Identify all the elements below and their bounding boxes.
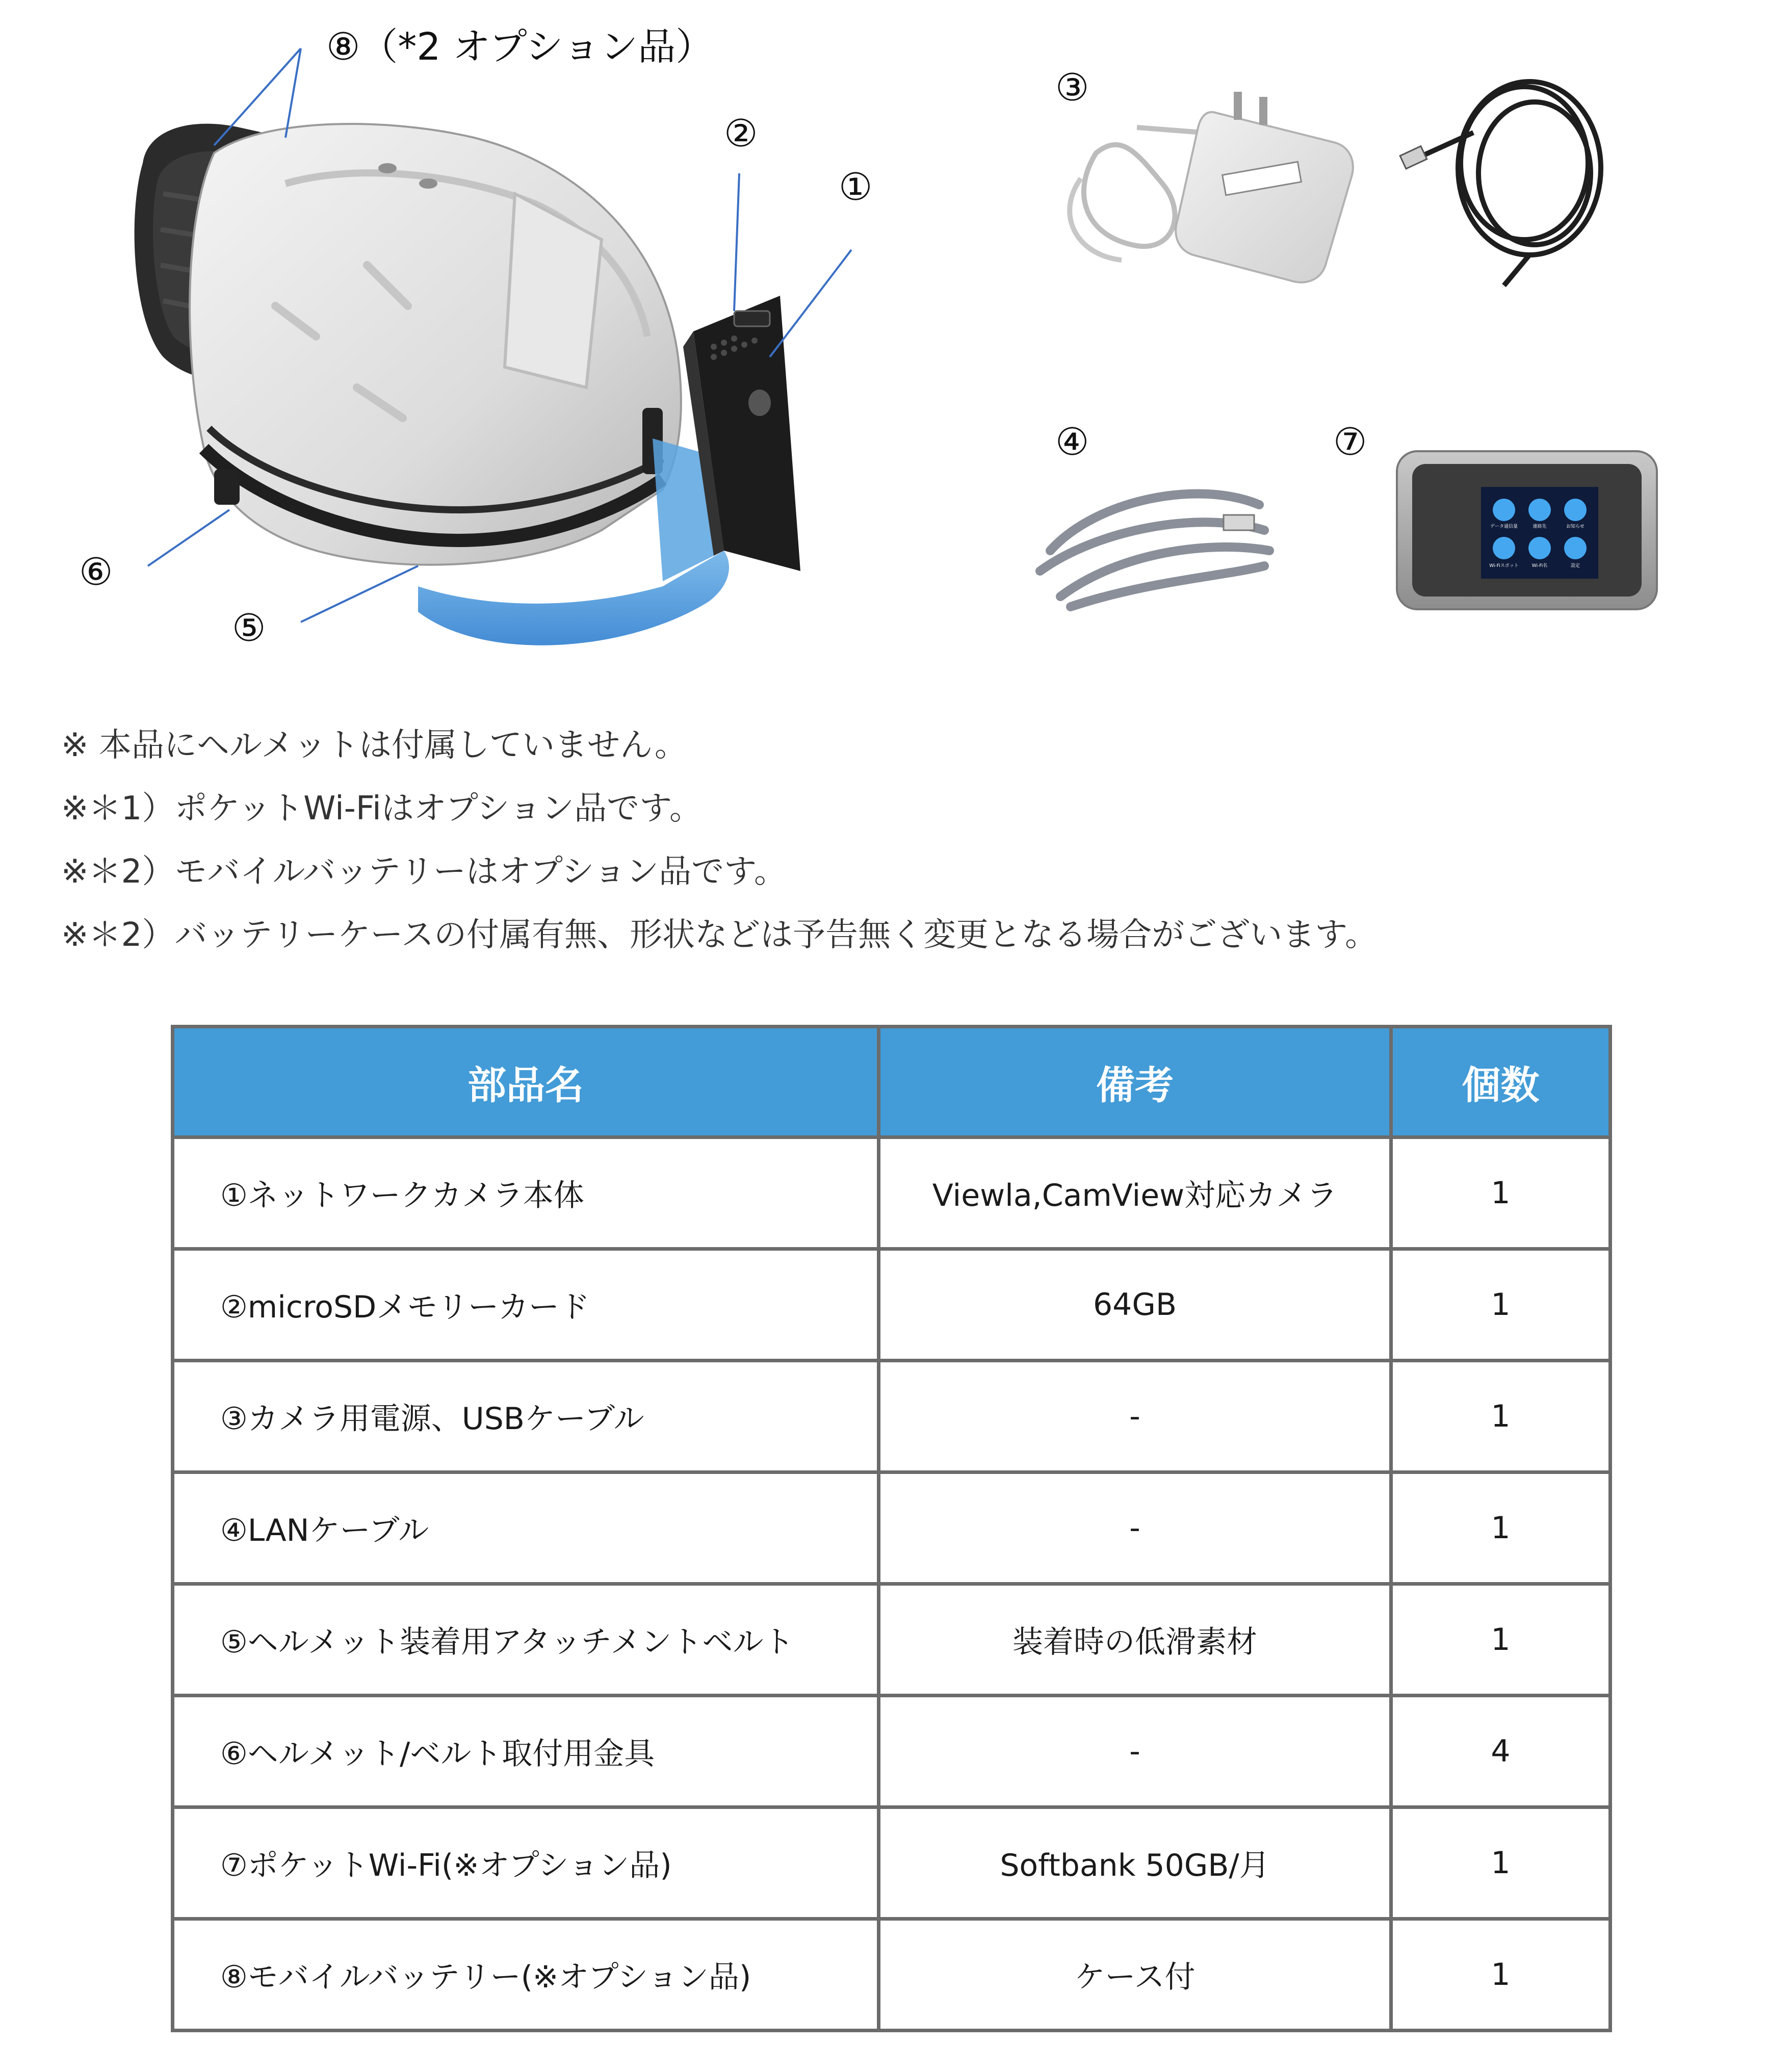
note-battery-case-change: ※＊2）バッテリーケースの付属有無、形状などは予告無く変更となる場合がございます。 bbox=[61, 916, 1378, 954]
part-remarks-cell: - bbox=[879, 1361, 1391, 1472]
part-quantity-cell: 1 bbox=[1391, 1919, 1611, 2031]
callout-1-label: ① bbox=[839, 165, 873, 209]
part-name-cell: ②microSDメモリーカード bbox=[173, 1249, 879, 1361]
table-row bbox=[173, 1696, 1611, 1807]
callout-7-label: ⑦ bbox=[1333, 420, 1367, 464]
note-pocket-wifi-option: ※＊1）ポケットWi-Fiはオプション品です。 bbox=[61, 790, 702, 827]
wifi-screen-label-hotspot: Wi-Fiスポット bbox=[1489, 563, 1519, 568]
table-row bbox=[173, 1919, 1611, 2031]
table-row bbox=[173, 1137, 1611, 1249]
part-remarks-cell: - bbox=[879, 1696, 1391, 1807]
part-remarks-cell: - bbox=[879, 1472, 1391, 1584]
part-quantity-cell: 1 bbox=[1391, 1249, 1611, 1361]
part-remarks-cell: Viewla,CamView対応カメラ bbox=[879, 1137, 1391, 1249]
usb-cable-image bbox=[1417, 82, 1601, 286]
part-name-cell: ⑥ヘルメット/ベルト取付用金具 bbox=[173, 1696, 879, 1807]
part-quantity-cell: 4 bbox=[1391, 1696, 1611, 1807]
part-remarks-cell: ケース付 bbox=[879, 1919, 1391, 2031]
part-remarks-cell: 64GB bbox=[879, 1249, 1391, 1361]
pocket-wifi-image bbox=[1397, 451, 1657, 609]
parts-table bbox=[171, 1025, 1612, 2032]
notes-list bbox=[61, 714, 1693, 967]
callout-8-label: ⑧（*2 オプション品） bbox=[326, 25, 714, 69]
part-remarks-cell: Softbank 50GB/月 bbox=[879, 1807, 1391, 1919]
part-name-cell: ①ネットワークカメラ本体 bbox=[173, 1137, 879, 1249]
callout-4-label: ④ bbox=[1055, 420, 1089, 464]
table-header-row bbox=[173, 1027, 1611, 1137]
part-remarks-cell: 装着時の低滑素材 bbox=[879, 1584, 1391, 1696]
wifi-screen-label-settings: 設定 bbox=[1570, 563, 1580, 568]
callout-3-label: ③ bbox=[1055, 66, 1089, 110]
wifi-screen-label-contacts: 連絡先 bbox=[1533, 524, 1547, 529]
part-name-cell: ③カメラ用電源、USBケーブル bbox=[173, 1361, 879, 1472]
part-quantity-cell: 1 bbox=[1391, 1137, 1611, 1249]
note-helmet-not-included: ※ 本品にヘルメットは付属していません。 bbox=[61, 727, 687, 764]
column-header-part-name: 部品名 bbox=[173, 1027, 879, 1137]
table-row bbox=[173, 1472, 1611, 1584]
part-quantity-cell: 1 bbox=[1391, 1807, 1611, 1919]
product-illustration bbox=[0, 0, 1792, 683]
part-name-cell: ⑤ヘルメット装着用アタッチメントベルト bbox=[173, 1584, 879, 1696]
part-name-cell: ⑦ポケットWi-Fi(※オプション品) bbox=[173, 1807, 879, 1919]
part-name-cell: ④LANケーブル bbox=[173, 1472, 879, 1584]
column-header-quantity: 個数 bbox=[1391, 1027, 1611, 1137]
wifi-screen-label-data: データ通信量 bbox=[1490, 524, 1518, 529]
usb-plug-image bbox=[1400, 146, 1427, 169]
table-row bbox=[173, 1584, 1611, 1696]
column-header-remarks: 備考 bbox=[879, 1027, 1391, 1137]
part-quantity-cell: 1 bbox=[1391, 1584, 1611, 1696]
callout-6-label: ⑥ bbox=[79, 550, 113, 594]
callout-2-label: ② bbox=[724, 112, 758, 156]
lan-plug-image bbox=[1224, 515, 1254, 530]
part-quantity-cell: 1 bbox=[1391, 1361, 1611, 1472]
table-row bbox=[173, 1361, 1611, 1472]
note-mobile-battery-option: ※＊2）モバイルバッテリーはオプション品です。 bbox=[61, 853, 787, 891]
lan-cable-image bbox=[1040, 494, 1269, 607]
part-quantity-cell: 1 bbox=[1391, 1472, 1611, 1584]
wifi-screen-label-messages: お知らせ bbox=[1566, 524, 1585, 529]
table-row bbox=[173, 1807, 1611, 1919]
callout-5-label: ⑤ bbox=[232, 606, 266, 650]
part-name-cell: ⑧モバイルバッテリー(※オプション品) bbox=[173, 1919, 879, 2031]
wifi-screen-label-wifi: Wi-Fi名 bbox=[1531, 563, 1548, 568]
table-row bbox=[173, 1249, 1611, 1361]
product-photo-area bbox=[0, 0, 1792, 683]
power-adapter-image bbox=[1070, 92, 1353, 282]
